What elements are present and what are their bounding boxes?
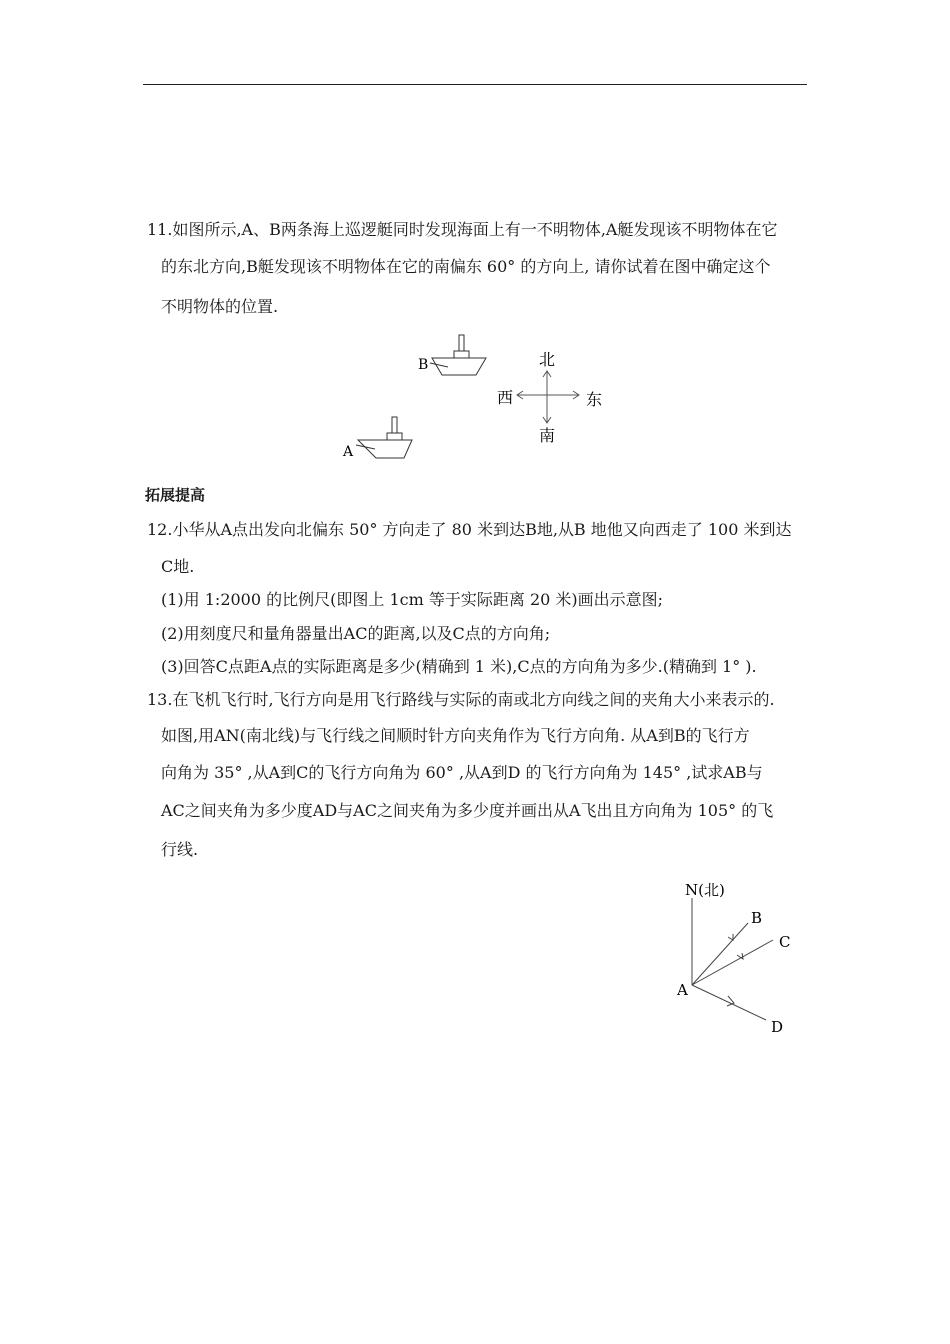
header-rule [143,84,807,85]
west-label: 西 [497,388,514,407]
arrow-ab-icon [728,934,733,940]
east-label: 东 [586,390,603,409]
q11-figure [330,325,620,465]
point-b-label: B [751,909,763,927]
point-c-label: C [779,933,791,951]
line-ac [692,940,773,985]
south-label: 南 [539,426,556,445]
q13-line-2: 如图,用AN(南北线)与飞行线之间顺时针方向夹角作为飞行方向角. 从A到B的飞行方 [161,726,750,745]
q13-line-4: AC之间夹角为多少度AD与AC之间夹角为多少度并画出从A飞出且方向角为 105° 的飞 [161,801,774,820]
q13-line-1: 13.在飞机飞行时,飞行方向是用飞行路线与实际的南或北方向线之间的夹角大小来表示的. [147,690,775,709]
q13-figure [665,875,805,1040]
q13-line-3: 向角为 35° ,从A到C的飞行方向角为 60° ,从A到D 的飞行方向角为 145° ,试求AB与 [161,763,763,782]
q12-line-3: (1)用 1:2000 的比例尺(即图上 1cm 等于实际距离 20 米)画出示意图; [161,590,664,609]
q12-line-2: C地. [161,557,195,576]
compass-icon [517,371,579,423]
north-label: 北 [539,350,556,369]
q11-line-3: 不明物体的位置. [161,297,279,316]
q11-line-2: 的东北方向,B艇发现该不明物体在它的南偏东 60° 的方向上, 请你试着在图中确定这个 [161,257,771,276]
ship-a-label: A [343,444,354,460]
line-ab [692,923,748,985]
north-label-n: N(北) [685,881,725,899]
point-d-label: D [771,1018,784,1036]
point-a-label: A [677,981,688,999]
q12-line-5: (3)回答C点距A点的实际距离是多少(精确到 1 米),C点的方向角为多少.(精确到 1° ). [161,657,757,676]
q12-line-1: 12.小华从A点出发向北偏东 50° 方向走了 80 米到达B地,从B 地他又向西走了 100 米到达 [147,520,792,539]
ship-a-icon [356,417,412,458]
q13-line-5: 行线. [161,840,199,859]
ship-b-label: B [418,357,429,373]
ship-b-icon [430,335,486,375]
q11-line-1: 11.如图所示,A、B两条海上巡逻艇同时发现海面上有一不明物体,A艇发现该不明物体在它 [147,220,778,239]
q12-line-4: (2)用刻度尺和量角器量出AC的距离,以及C点的方向角; [161,624,551,643]
section-heading: 拓展提高 [145,486,206,504]
line-ad [692,985,766,1020]
